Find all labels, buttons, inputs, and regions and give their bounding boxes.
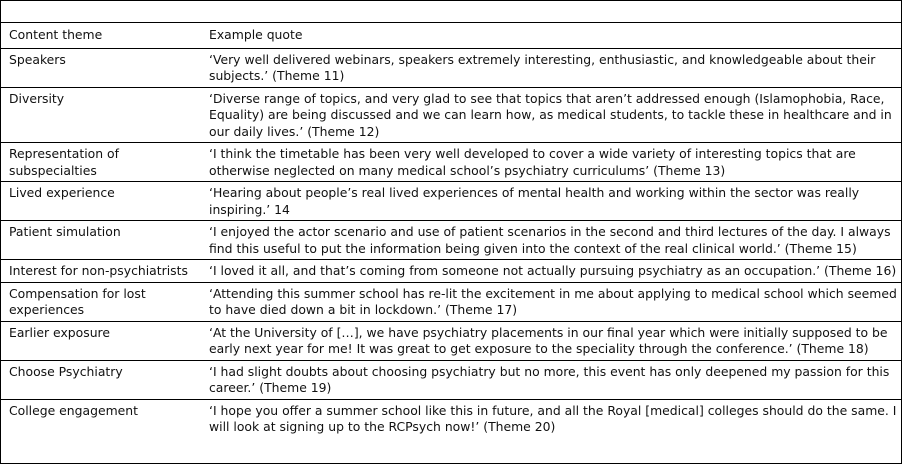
theme-cell: Diversity <box>9 90 65 106</box>
quote-cell: ‘I loved it all, and that’s coming from someone not actually pursuing psychiatry as an occupation.’ (Theme 16) <box>209 263 897 278</box>
table-row <box>1 282 901 321</box>
table-row <box>1 221 901 260</box>
header-row <box>1 23 901 49</box>
theme-cell: Speakers <box>9 51 66 67</box>
table-row <box>1 360 901 399</box>
theme-cell: College engagement <box>9 402 138 418</box>
quote-cell: ‘Attending this summer school has re-lit the excitement in me about applying to medical school which seemed to have died down a bit in lockdown.’ (Theme 17) <box>209 285 897 317</box>
quote-cell: ‘I enjoyed the actor scenario and use of patient scenarios in the second and third lectures of the day. I always find this useful to put the information being given into the context of the real clinical world.’ (Theme 15) <box>209 224 891 256</box>
theme-cell: Patient simulation <box>9 224 121 239</box>
theme-cell: Compensation for lost experiences <box>9 285 146 317</box>
quote-cell: ‘Hearing about people’s real lived experiences of mental health and working within the sector was really inspiring.’ 14 <box>209 185 860 217</box>
table-row <box>1 260 901 283</box>
header-content-theme: Content theme <box>9 27 103 42</box>
theme-cell: Lived experience <box>9 185 115 200</box>
table-row <box>1 143 901 182</box>
themes-table <box>1 22 901 438</box>
quote-cell: ‘Diverse range of topics, and very glad to see that topics that aren’t addressed enough (Islamophobia, Race, Equality) are being discussed and we can learn how, as medical students, to tackle these in healthcare and in our daily lives.’ (Theme 12) <box>209 90 892 139</box>
theme-cell: Representation of subspecialties <box>9 146 119 178</box>
quote-cell: ‘I think the timetable has been very well developed to cover a wide variety of interesting topics that are otherwise neglected on many medical school’s psychiatry curriculums’ (Theme 13) <box>209 146 856 178</box>
table-row <box>1 87 901 143</box>
quote-cell: ‘At the University of […], we have psychiatry placements in our final year which were initially supposed to be early next year for me! It was great to get exposure to the speciality through the conference.’ (Theme 18) <box>209 324 888 356</box>
theme-cell: Choose Psychiatry <box>9 363 123 379</box>
quote-cell: ‘Very well delivered webinars, speakers extremely interesting, enthusiastic, and knowledgeable about their subjects.’ (Theme 11) <box>209 51 876 83</box>
quote-cell: ‘I had slight doubts about choosing psychiatry but no more, this event has only deepened my passion for this career.’ (Theme 19) <box>209 363 890 395</box>
table-row <box>1 321 901 360</box>
table-row <box>1 182 901 221</box>
quote-cell: ‘I hope you offer a summer school like this in future, and all the Royal [medical] colleges should do the same. I will look at signing up to the RCPsych now!’ (Theme 20) <box>209 402 897 434</box>
table-row <box>1 399 901 438</box>
theme-cell: Interest for non-psychiatrists <box>9 263 188 278</box>
header-example-quote: Example quote <box>209 27 303 42</box>
table-row <box>1 48 901 87</box>
theme-cell: Earlier exposure <box>9 324 110 340</box>
